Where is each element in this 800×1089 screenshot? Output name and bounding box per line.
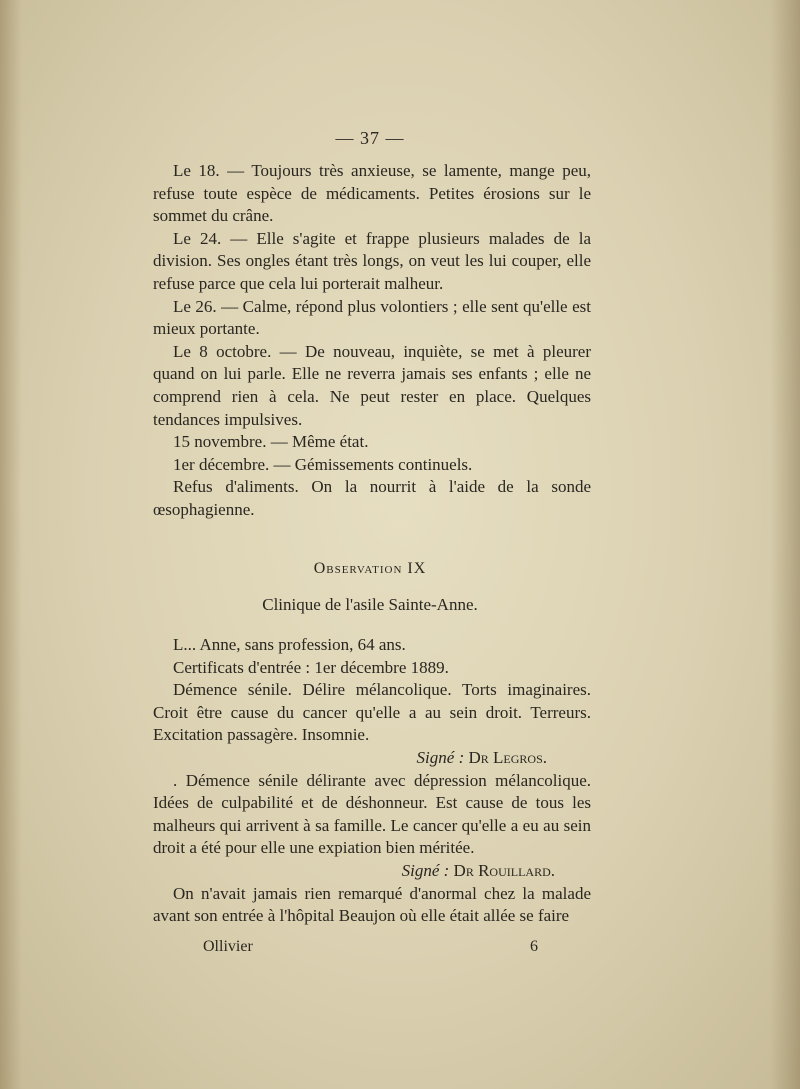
footer-author: Ollivier [203, 938, 253, 955]
certificate-date: Certificats d'entrée : 1er décembre 1889. [173, 657, 449, 677]
signature-name: Dr Legros. [468, 747, 547, 767]
entry-26: Le 26. — Calme, répond plus volontiers ; elle sent qu'elle est mieux portante. [153, 296, 591, 339]
signature-label: Signé : [401, 860, 450, 880]
entry-1-decembre: 1er décembre. — Gémissements continuels. [173, 454, 473, 474]
footer-sheet-number: 6 [530, 938, 538, 955]
observation-ix-body [153, 634, 591, 928]
certificate-2-text: . Démence sénile délirante avec dépression mélancolique. Idées de culpabilité et de déshonneur. Est cause de tous les malheurs qui arrivent à sa famille. Le cancer qu'elle a eu au sein droit a été pour elle une expiation bien méritée. [153, 770, 591, 858]
signature-label: Signé : [416, 747, 465, 767]
entry-24: Le 24. — Elle s'agite et frappe plusieurs malades de la division. Ses ongles étant très longs, on veut les lui couper, elle refuse parce que cela lui porterait malheur. [153, 228, 591, 293]
patient-identity: L... Anne, sans profession, 64 ans. [173, 635, 406, 654]
certificate-1-text: Démence sénile. Délire mélancolique. Torts imaginaires. Croit être cause du cancer qu'elle a au sein droit. Terreurs. Excitation passagère. Insomnie. [153, 680, 591, 745]
entry-8-octobre: Le 8 octobre. — De nouveau, inquiète, se met à pleurer quand on lui parle. Elle ne reverra jamais ses enfants ; elle ne comprend rien à cela. Ne peut rester en place. Quelques tendances impulsives. [153, 341, 591, 429]
page-edge-shadow-left [0, 0, 22, 1089]
entry-18: Le 18. — Toujours très anxieuse, se lamente, mange peu, refuse toute espèce de médicaments. Petites érosions sur le sommet du crâne. [153, 161, 591, 226]
observation-continuation [153, 160, 591, 522]
signature-rouillard [153, 860, 591, 883]
signature-name: Dr Rouillard. [453, 860, 555, 880]
entry-refus-aliments: Refus d'aliments. On la nourrit à l'aide de la sonde œsophagienne. [153, 477, 591, 519]
entry-15-novembre: 15 novembre. — Même état. [173, 432, 369, 452]
narrative-paragraph: On n'avait jamais rien remarqué d'anormal chez la malade avant son entrée à l'hôpital Beaujon où elle était allée se faire [153, 883, 591, 926]
signature-legros [153, 747, 591, 770]
page-edge-shadow-right [770, 0, 800, 1089]
clinic-title: Clinique de l'asile Sainte-Anne. [262, 595, 478, 614]
observation-title: Observation IX [313, 560, 427, 577]
page-number: — 37 — [335, 128, 405, 148]
